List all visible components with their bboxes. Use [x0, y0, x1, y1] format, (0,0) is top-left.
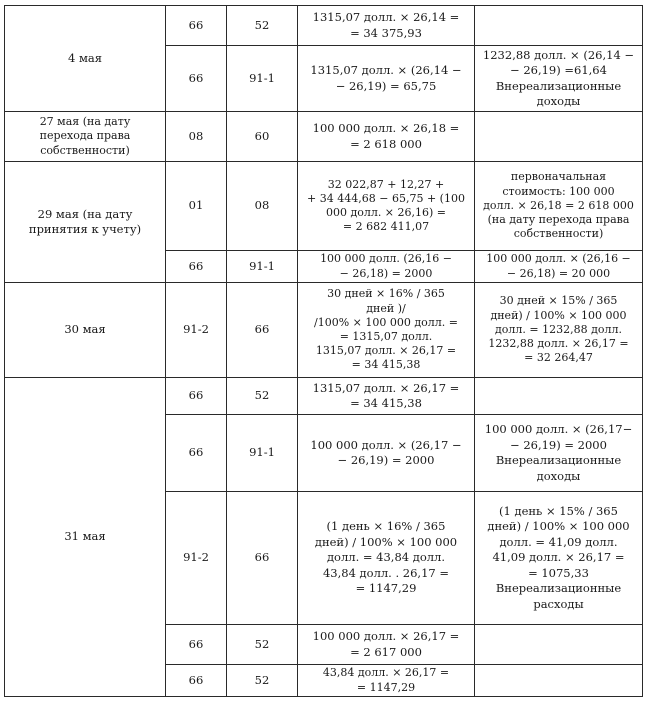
calculation-cell: 100 000 долл. × 26,17 = = 2 617 000	[298, 625, 475, 665]
calculation-cell: 1315,07 долл. × 26,17 = = 34 415,38	[298, 378, 475, 415]
table-row	[5, 162, 643, 251]
debit-cell: 66	[166, 6, 227, 46]
credit-cell: 52	[227, 6, 298, 46]
note-cell: 100 000 долл. × (26,16 − − 26,18) = 20 000	[475, 251, 643, 283]
debit-cell: 91-2	[166, 492, 227, 625]
table-row	[5, 378, 643, 415]
calculation-cell: 100 000 долл. (26,16 − − 26,18) = 2000	[298, 251, 475, 283]
note-cell: 100 000 долл. × (26,17− − 26,19) = 2000 Внереализационные доходы	[475, 415, 643, 492]
credit-cell: 52	[227, 625, 298, 665]
credit-cell: 91-1	[227, 46, 298, 112]
date-cell: 4 мая	[5, 6, 166, 112]
credit-cell: 08	[227, 162, 298, 251]
credit-cell: 66	[227, 283, 298, 378]
debit-cell: 66	[166, 665, 227, 697]
credit-cell: 52	[227, 378, 298, 415]
date-cell: 31 мая	[5, 378, 166, 697]
note-cell: первоначальная стоимость: 100 000 долл. × 26,18 = 2 618 000 (на дату перехода права собственности)	[475, 162, 643, 251]
date-cell: 29 мая (на дату принятия к учету)	[5, 162, 166, 283]
debit-cell: 66	[166, 378, 227, 415]
debit-cell: 66	[166, 625, 227, 665]
debit-cell: 66	[166, 415, 227, 492]
calculation-cell: 30 дней × 16% / 365 дней )/ /100% × 100 000 долл. = = 1315,07 долл. 1315,07 долл. × 26,17 = = 34 415,38	[298, 283, 475, 378]
note-cell	[475, 112, 643, 162]
date-cell: 30 мая	[5, 283, 166, 378]
note-cell	[475, 665, 643, 697]
note-cell	[475, 625, 643, 665]
note-cell	[475, 6, 643, 46]
calculation-cell: 100 000 долл. × 26,18 = = 2 618 000	[298, 112, 475, 162]
table-row	[5, 283, 643, 378]
calculation-cell: 1315,07 долл. × (26,14 − − 26,19) = 65,75	[298, 46, 475, 112]
date-cell: 27 мая (на дату перехода права собственности)	[5, 112, 166, 162]
credit-cell: 66	[227, 492, 298, 625]
table-body	[5, 6, 643, 697]
credit-cell: 52	[227, 665, 298, 697]
calculation-cell: 43,84 долл. × 26,17 = = 1147,29	[298, 665, 475, 697]
note-cell: (1 день × 15% / 365 дней) / 100% × 100 000 долл. = 41,09 долл. 41,09 долл. × 26,17 = = 1075,33 Внереализационные расходы	[475, 492, 643, 625]
debit-cell: 66	[166, 251, 227, 283]
debit-cell: 91-2	[166, 283, 227, 378]
note-cell: 1232,88 долл. × (26,14 − − 26,19) =61,64 Внереализационные доходы	[475, 46, 643, 112]
table-row	[5, 6, 643, 46]
calculation-cell: 1315,07 долл. × 26,14 = = 34 375,93	[298, 6, 475, 46]
calculation-cell: 32 022,87 + 12,27 + + 34 444,68 − 65,75 + (100 000 долл. × 26,16) = = 2 682 411,07	[298, 162, 475, 251]
credit-cell: 60	[227, 112, 298, 162]
calculation-cell: 100 000 долл. × (26,17 − − 26,19) = 2000	[298, 415, 475, 492]
calculation-cell: (1 день × 16% / 365 дней) / 100% × 100 000 долл. = 43,84 долл. 43,84 долл. . 26,17 = = 1147,29	[298, 492, 475, 625]
credit-cell: 91-1	[227, 415, 298, 492]
note-cell	[475, 378, 643, 415]
table-row	[5, 112, 643, 162]
debit-cell: 66	[166, 46, 227, 112]
credit-cell: 91-1	[227, 251, 298, 283]
debit-cell: 08	[166, 112, 227, 162]
accounting-entries-table	[4, 5, 643, 697]
note-cell: 30 дней × 15% / 365 дней) / 100% × 100 000 долл. = 1232,88 долл. 1232,88 долл. × 26,17 = = 32 264,47	[475, 283, 643, 378]
debit-cell: 01	[166, 162, 227, 251]
